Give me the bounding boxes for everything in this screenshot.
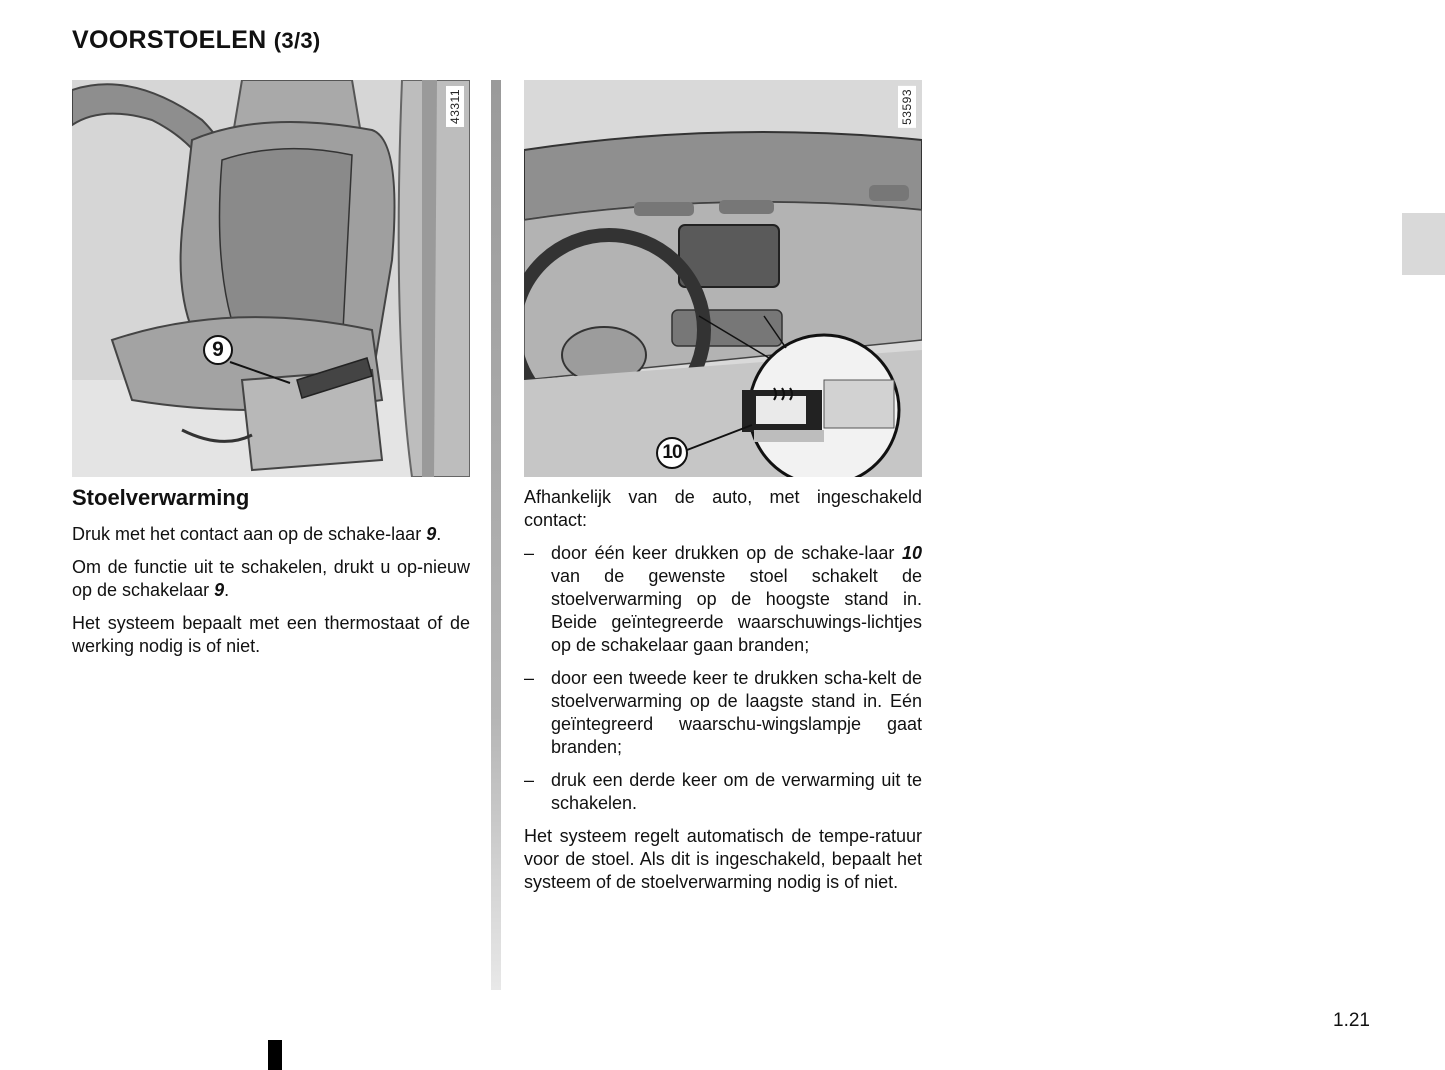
text: door een tweede keer te drukken scha-kelt de stoelverwarming op de laagste stand in. Eén geïntegreerd waarschu-wingslampje gaat branden; (551, 668, 922, 757)
switch-ref: 9 (426, 524, 437, 544)
title-part: (3/3) (273, 28, 321, 53)
seat-drawing (72, 80, 470, 477)
figure-code: 43311 (446, 86, 464, 127)
paragraph: Het systeem bepaalt met een thermostaat of de werking nodig is of niet. (72, 613, 470, 656)
paragraph (72, 523, 470, 546)
chapter-tab (1402, 213, 1445, 275)
paragraph: Het systeem regelt automatisch de tempe-ratuur voor de stoel. Als dit is ingeschakeld, bepaalt het systeem of de stoelverwarming nodig is of niet. (524, 826, 922, 892)
page-number: 1.21 (1333, 1010, 1370, 1031)
list-item (524, 542, 922, 657)
page-title (72, 26, 321, 55)
seat-illustration (72, 80, 470, 477)
paragraph: Afhankelijk van de auto, met ingeschakeld contact: (524, 487, 922, 530)
text: Om de functie uit te schakelen, drukt u op-nieuw op de schakelaar (72, 557, 470, 600)
text: . (436, 524, 442, 544)
dash: – (524, 543, 535, 563)
figure-code: 53593 (898, 86, 916, 128)
left-column-text (72, 523, 470, 668)
callout-10: 10 (656, 437, 688, 469)
dash: – (524, 770, 535, 790)
dash: – (524, 668, 535, 688)
column-divider (491, 80, 501, 990)
page-marker (268, 1040, 282, 1070)
list-item (524, 667, 922, 759)
switch-ref: 10 (901, 543, 922, 563)
text: druk een derde keer om de verwarming uit te schakelen. (551, 770, 922, 813)
paragraph (72, 556, 470, 602)
text: door één keer drukken op de schake-laar (551, 543, 902, 563)
title-text: VOORSTOELEN (72, 26, 267, 54)
bullet-list (524, 542, 922, 815)
dashboard-drawing (524, 80, 922, 477)
list-item (524, 769, 922, 815)
text: van de gewenste stoel schakelt de stoelverwarming op de hoogste stand in. Beide geïntegreerde waarschuwings-lichtjes op de schakelaar gaan branden; (551, 566, 922, 655)
dashboard-illustration (524, 80, 922, 477)
section-heading: Stoelverwarming (72, 485, 250, 510)
right-column-text (524, 486, 922, 904)
text: Druk met het contact aan op de schake-laar (72, 524, 427, 544)
callout-9: 9 (203, 335, 233, 365)
text: . (224, 580, 230, 600)
switch-ref: 9 (214, 580, 225, 600)
